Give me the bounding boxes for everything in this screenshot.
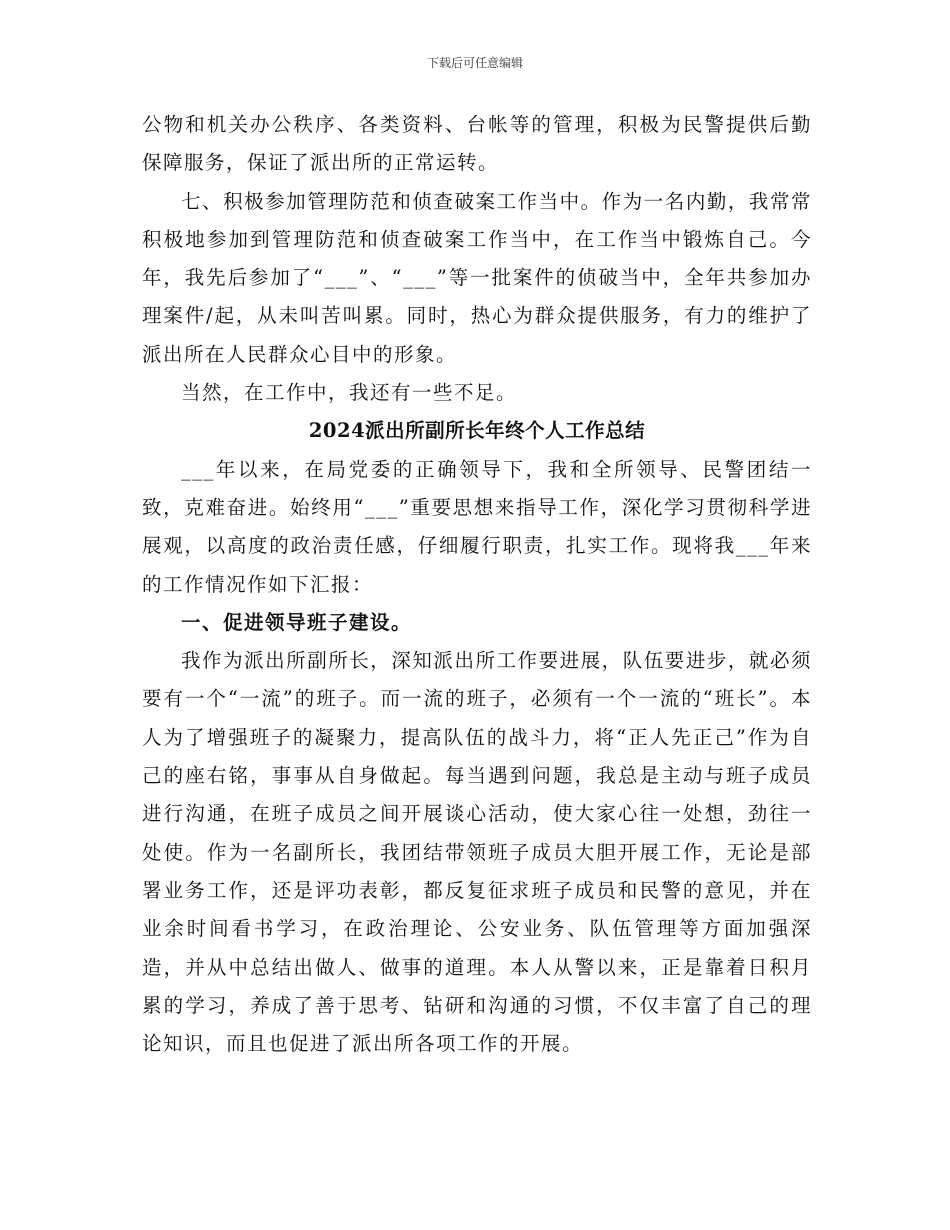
document-body [142, 106, 812, 1063]
document-title: 2024派出所副所长年终个人工作总结 [308, 419, 646, 443]
paragraph-section-seven: 七、积极参加管理防范和侦查破案工作当中。作为一名内勤，我常常积极地参加到管理防范和侦查破案工作当中，在工作当中锻炼自己。今年，我先后参加了“___”、“___”等一批案件的侦破当中，全年共参加办理案件/起，从未叫苦叫累。同时，热心为群众提供服务，有力的维护了派出所在人民群众心目中的形象。 [142, 189, 812, 366]
paragraph-section-body: 我作为派出所副所长，深知派出所工作要进展，队伍要进步，就必须要有一个“一流”的班子。而一流的班子，必须有一个一流的“班长”。本人为了增强班子的凝聚力，提高队伍的战斗力，将“正人先正己”作为自己的座右铭，事事从自身做起。每当遇到问题，我总是主动与班子成员进行沟通，在班子成员之间开展谈心活动，使大家心往一处想，劲往一处使。作为一名副所长，我团结带领班子成员大胆开展工作，无论是部署业务工作，还是评功表彰，都反复征求班子成员和民警的意见，并在业余时间看书学习，在政治理论、公安业务、队伍管理等方面加强深造，并从中总结出做人、做事的道理。本人从警以来，正是靠着日积月累的学习，养成了善于思考、钻研和沟通的习惯，不仅丰富了自己的理论知识，而且也促进了派出所各项工作的开展。 [142, 649, 812, 1056]
paragraph-continued: 公物和机关办公秩序、各类资料、台帐等的管理，积极为民警提供后勤保障服务，保证了派出所的正常运转。 [142, 113, 812, 175]
section-heading: 一、促进领导班子建设。 [181, 610, 413, 634]
page-header-note: 下载后可任意编辑 [426, 56, 523, 70]
paragraph-shortcomings: 当然，在工作中，我还有一些不足。 [181, 381, 518, 405]
paragraph-intro: ___年以来，在局党委的正确领导下，我和全所领导、民警团结一致，克难奋进。始终用“___”重要思想来指导工作，深化学习贯彻科学进展观，以高度的政治责任感，仔细履行职责，扎实工作。现将我___年来的工作情况作如下汇报： [142, 457, 812, 596]
